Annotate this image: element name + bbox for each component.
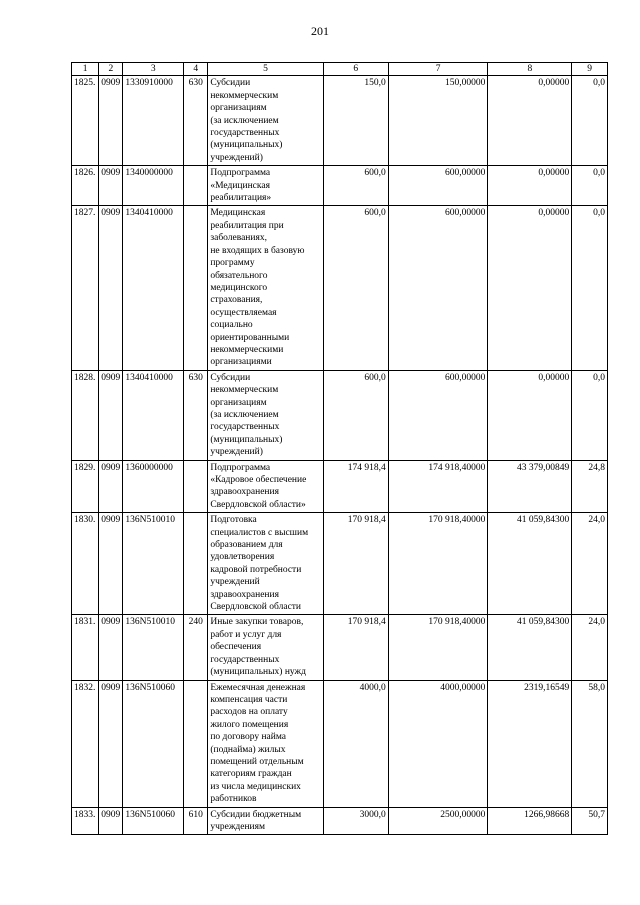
row-number: 1829. — [72, 460, 99, 513]
expense-type-code: 240 — [184, 615, 208, 680]
table-row — [72, 370, 608, 460]
target-article-code: 1360000000 — [123, 460, 184, 513]
target-article-code: 136N510010 — [123, 513, 184, 615]
budget-table — [71, 62, 608, 835]
execution-percent: 0,0 — [572, 206, 608, 370]
execution-percent: 50,7 — [572, 807, 608, 835]
column-header: 5 — [208, 63, 323, 76]
executed-amount: 0,00000 — [488, 166, 572, 206]
executed-amount: 0,00000 — [488, 76, 572, 166]
row-number: 1830. — [72, 513, 99, 615]
executed-amount: 2319,16549 — [488, 680, 572, 807]
target-article-code: 136N510060 — [123, 680, 184, 807]
item-name: Субсидии некоммерческим организациям (за исключением государственных (муниципальных) учреждений) — [208, 370, 323, 460]
section-code: 0909 — [99, 166, 123, 206]
approved-amount: 150,0 — [323, 76, 388, 166]
execution-percent: 0,0 — [572, 370, 608, 460]
planned-amount: 2500,00000 — [388, 807, 488, 835]
execution-percent: 24,0 — [572, 615, 608, 680]
approved-amount: 174 918,4 — [323, 460, 388, 513]
expense-type-code: 610 — [184, 807, 208, 835]
approved-amount: 170 918,4 — [323, 513, 388, 615]
item-name: Иные закупки товаров, работ и услуг для обеспечения государственных (муниципальных) нужд — [208, 615, 323, 680]
execution-percent: 58,0 — [572, 680, 608, 807]
table-row — [72, 513, 608, 615]
execution-percent: 0,0 — [572, 76, 608, 166]
item-name: Подготовка специалистов с высшим образованием для удовлетворения кадровой потребности учреждений здравоохранения Свердловской области — [208, 513, 323, 615]
row-number: 1827. — [72, 206, 99, 370]
planned-amount: 170 918,40000 — [388, 513, 488, 615]
section-code: 0909 — [99, 513, 123, 615]
item-name: Подпрограмма «Медицинская реабилитация» — [208, 166, 323, 206]
target-article-code: 1330910000 — [123, 76, 184, 166]
item-name: Субсидии некоммерческим организациям (за исключением государственных (муниципальных) учреждений) — [208, 76, 323, 166]
planned-amount: 150,00000 — [388, 76, 488, 166]
approved-amount: 600,0 — [323, 206, 388, 370]
expense-type-code — [184, 166, 208, 206]
section-code: 0909 — [99, 460, 123, 513]
section-code: 0909 — [99, 615, 123, 680]
row-number: 1825. — [72, 76, 99, 166]
planned-amount: 600,00000 — [388, 166, 488, 206]
executed-amount: 1266,98668 — [488, 807, 572, 835]
table-row — [72, 76, 608, 166]
approved-amount: 600,0 — [323, 166, 388, 206]
approved-amount: 600,0 — [323, 370, 388, 460]
section-code: 0909 — [99, 206, 123, 370]
approved-amount: 170 918,4 — [323, 615, 388, 680]
item-name: Медицинская реабилитация при заболеваниях, не входящих в базовую программу обязательного медицинского страхования, осуществляемая социально ориентированными некоммерческими организациями — [208, 206, 323, 370]
page-number: 201 — [311, 24, 329, 38]
target-article-code: 1340410000 — [123, 206, 184, 370]
table-row — [72, 807, 608, 835]
row-number: 1833. — [72, 807, 99, 835]
row-number: 1826. — [72, 166, 99, 206]
item-name: Субсидии бюджетным учреждениям — [208, 807, 323, 835]
table-row — [72, 680, 608, 807]
expense-type-code: 630 — [184, 370, 208, 460]
target-article-code: 1340000000 — [123, 166, 184, 206]
column-header: 9 — [572, 63, 608, 76]
expense-type-code — [184, 460, 208, 513]
expense-type-code — [184, 680, 208, 807]
planned-amount: 4000,00000 — [388, 680, 488, 807]
table-row — [72, 206, 608, 370]
target-article-code: 136N510060 — [123, 807, 184, 835]
table-header-row — [72, 63, 608, 76]
item-name: Ежемесячная денежная компенсация части расходов на оплату жилого помещения по договору найма (поднайма) жилых помещений отдельным категориям граждан из числа медицинских работников — [208, 680, 323, 807]
executed-amount: 41 059,84300 — [488, 513, 572, 615]
section-code: 0909 — [99, 370, 123, 460]
planned-amount: 600,00000 — [388, 370, 488, 460]
target-article-code: 136N510010 — [123, 615, 184, 680]
table-row — [72, 615, 608, 680]
planned-amount: 174 918,40000 — [388, 460, 488, 513]
column-header: 3 — [123, 63, 184, 76]
section-code: 0909 — [99, 76, 123, 166]
table-row — [72, 166, 608, 206]
section-code: 0909 — [99, 680, 123, 807]
column-header: 8 — [488, 63, 572, 76]
item-name: Подпрограмма «Кадровое обеспечение здравоохранения Свердловской области» — [208, 460, 323, 513]
target-article-code: 1340410000 — [123, 370, 184, 460]
approved-amount: 4000,0 — [323, 680, 388, 807]
expense-type-code — [184, 206, 208, 370]
table-row — [72, 460, 608, 513]
section-code: 0909 — [99, 807, 123, 835]
executed-amount: 0,00000 — [488, 370, 572, 460]
row-number: 1828. — [72, 370, 99, 460]
execution-percent: 0,0 — [572, 166, 608, 206]
approved-amount: 3000,0 — [323, 807, 388, 835]
executed-amount: 43 379,00849 — [488, 460, 572, 513]
column-header: 7 — [388, 63, 488, 76]
column-header: 1 — [72, 63, 99, 76]
execution-percent: 24,0 — [572, 513, 608, 615]
expense-type-code: 630 — [184, 76, 208, 166]
execution-percent: 24,8 — [572, 460, 608, 513]
column-header: 2 — [99, 63, 123, 76]
row-number: 1832. — [72, 680, 99, 807]
expense-type-code — [184, 513, 208, 615]
column-header: 4 — [184, 63, 208, 76]
executed-amount: 41 059,84300 — [488, 615, 572, 680]
executed-amount: 0,00000 — [488, 206, 572, 370]
planned-amount: 600,00000 — [388, 206, 488, 370]
row-number: 1831. — [72, 615, 99, 680]
column-header: 6 — [323, 63, 388, 76]
planned-amount: 170 918,40000 — [388, 615, 488, 680]
